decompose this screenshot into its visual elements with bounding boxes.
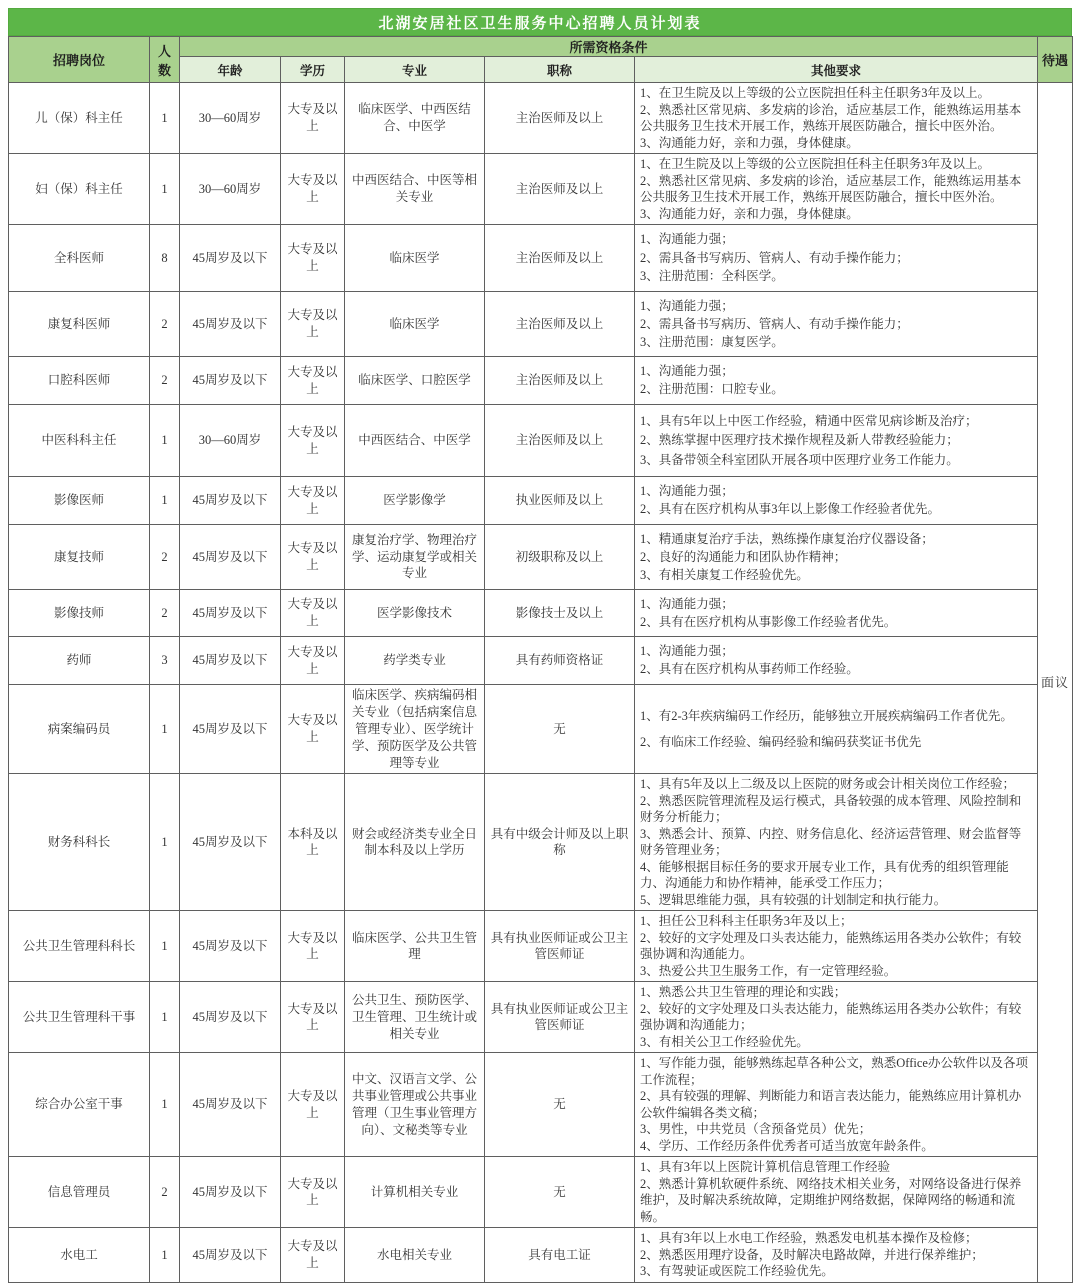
position-cell: 综合办公室干事 xyxy=(9,1053,150,1157)
age-cell: 45周岁及以下 xyxy=(180,685,281,774)
table-row xyxy=(9,405,1073,477)
header-other-requirements: 其他要求 xyxy=(635,57,1038,83)
major-cell: 财会或经济类专业全日制本科及以上学历 xyxy=(345,774,485,911)
education-cell: 大专及以上 xyxy=(281,83,345,154)
major-cell: 中文、汉语言文学、公共事业管理或公共事业管理（卫生事业管理方向）、文秘类等专业 xyxy=(345,1053,485,1157)
professional-title-cell: 执业医师及以上 xyxy=(485,477,635,525)
treatment-cell: 面议 xyxy=(1038,83,1073,1283)
requirements-cell xyxy=(635,1228,1038,1283)
requirement-line: 1、精通康复治疗手法，熟练操作康复治疗仪器设备； xyxy=(640,531,934,546)
education-cell: 大专及以上 xyxy=(281,477,345,525)
age-cell: 45周岁及以下 xyxy=(180,590,281,637)
requirement-line: 2、具有较强的理解、判断能力和语言表达能力，能熟练应用计算机办公软件编辑各类文稿； xyxy=(640,1089,1022,1120)
count-cell: 1 xyxy=(150,83,180,154)
requirement-line: 1、沟通能力强； xyxy=(640,364,734,379)
position-cell: 公共卫生管理科干事 xyxy=(9,982,150,1053)
requirement-line: 1、沟通能力强； xyxy=(640,232,734,247)
position-cell: 影像医师 xyxy=(9,477,150,525)
header-qualification-group: 所需资格条件 xyxy=(180,37,1038,57)
header-row-main xyxy=(9,37,1073,57)
professional-title-cell: 具有电工证 xyxy=(485,1228,635,1283)
table-row xyxy=(9,590,1073,637)
professional-title-cell: 主治医师及以上 xyxy=(485,154,635,225)
requirement-line: 3、注册范围：康复医学。 xyxy=(640,334,784,349)
requirement-line: 1、沟通能力强； xyxy=(640,644,734,659)
count-cell: 8 xyxy=(150,225,180,292)
major-cell: 中西医结合、中医学 xyxy=(345,405,485,477)
requirement-line: 1、沟通能力强； xyxy=(640,596,734,611)
education-cell: 本科及以上 xyxy=(281,774,345,911)
age-cell: 45周岁及以下 xyxy=(180,477,281,525)
count-cell: 1 xyxy=(150,477,180,525)
professional-title-cell: 无 xyxy=(485,1053,635,1157)
education-cell: 大专及以上 xyxy=(281,1157,345,1228)
education-cell: 大专及以上 xyxy=(281,685,345,774)
requirements-cell xyxy=(635,1157,1038,1228)
position-cell: 病案编码员 xyxy=(9,685,150,774)
professional-title-cell: 主治医师及以上 xyxy=(485,225,635,292)
professional-title-cell: 无 xyxy=(485,685,635,774)
education-cell: 大专及以上 xyxy=(281,357,345,405)
major-cell: 医学影像技术 xyxy=(345,590,485,637)
requirements-cell xyxy=(635,292,1038,357)
count-cell: 1 xyxy=(150,405,180,477)
header-count: 人数 xyxy=(150,37,180,83)
requirement-line: 3、有驾驶证或医院工作经验优先。 xyxy=(640,1264,834,1279)
requirement-line: 1、写作能力强，能够熟练起草各种公文，熟悉Office办公软件以及各项工作流程； xyxy=(640,1056,1028,1087)
requirements-cell xyxy=(635,405,1038,477)
requirement-line: 2、具有在医疗机构从事影像工作经验者优先。 xyxy=(640,614,897,629)
count-cell: 2 xyxy=(150,357,180,405)
table-row xyxy=(9,982,1073,1053)
age-cell: 45周岁及以下 xyxy=(180,292,281,357)
requirement-line: 1、沟通能力强； xyxy=(640,484,734,499)
requirement-line: 3、有相关康复工作经验优先。 xyxy=(640,567,809,582)
position-cell: 中医科科主任 xyxy=(9,405,150,477)
table-row xyxy=(9,477,1073,525)
age-cell: 45周岁及以下 xyxy=(180,1053,281,1157)
education-cell: 大专及以上 xyxy=(281,292,345,357)
position-cell: 康复科医师 xyxy=(9,292,150,357)
requirements-cell xyxy=(635,685,1038,774)
major-cell: 药学类专业 xyxy=(345,637,485,685)
count-cell: 1 xyxy=(150,685,180,774)
professional-title-cell: 主治医师及以上 xyxy=(485,292,635,357)
requirement-line: 1、具有3年以上医院计算机信息管理工作经验 xyxy=(640,1160,891,1175)
major-cell: 康复治疗学、物理治疗学、运动康复学或相关专业 xyxy=(345,525,485,590)
professional-title-cell: 影像技士及以上 xyxy=(485,590,635,637)
requirement-line: 1、具有3年以上水电工作经验，熟悉发电机基本操作及检修； xyxy=(640,1231,978,1246)
table-row xyxy=(9,357,1073,405)
header-professional-title: 职称 xyxy=(485,57,635,83)
position-cell: 药师 xyxy=(9,637,150,685)
requirement-line: 2、熟悉计算机软硬件系统、网络技术相关业务，对网络设备进行保养维护，及时解决系统故障，定期维护网络数据，保障网络的畅通和流畅。 xyxy=(640,1176,1022,1224)
requirement-line: 3、沟通能力好，亲和力强，身体健康。 xyxy=(640,206,859,221)
header-major: 专业 xyxy=(345,57,485,83)
major-cell: 中西医结合、中医等相关专业 xyxy=(345,154,485,225)
requirements-cell xyxy=(635,477,1038,525)
requirement-line: 1、担任公卫科科主任职务3年及以上； xyxy=(640,914,853,929)
education-cell: 大专及以上 xyxy=(281,590,345,637)
age-cell: 45周岁及以下 xyxy=(180,637,281,685)
table-row xyxy=(9,774,1073,911)
requirement-line: 2、熟悉社区常见病、多发病的诊治，适应基层工作，能熟练运用基本公共服务卫生技术开展工作，熟练开展医防融合，擅长中医外治。 xyxy=(640,102,1022,133)
age-cell: 45周岁及以下 xyxy=(180,525,281,590)
education-cell: 大专及以上 xyxy=(281,405,345,477)
position-cell: 口腔科医师 xyxy=(9,357,150,405)
professional-title-cell: 主治医师及以上 xyxy=(485,405,635,477)
age-cell: 45周岁及以下 xyxy=(180,357,281,405)
table-row xyxy=(9,1228,1073,1283)
requirement-line: 3、注册范围：全科医学。 xyxy=(640,269,784,284)
age-cell: 45周岁及以下 xyxy=(180,1228,281,1283)
count-cell: 2 xyxy=(150,292,180,357)
count-cell: 2 xyxy=(150,525,180,590)
table-row xyxy=(9,154,1073,225)
requirements-cell xyxy=(635,154,1038,225)
age-cell: 45周岁及以下 xyxy=(180,982,281,1053)
major-cell: 临床医学、中西医结合、中医学 xyxy=(345,83,485,154)
age-cell: 45周岁及以下 xyxy=(180,774,281,911)
major-cell: 医学影像学 xyxy=(345,477,485,525)
position-cell: 水电工 xyxy=(9,1228,150,1283)
requirements-cell xyxy=(635,1053,1038,1157)
education-cell: 大专及以上 xyxy=(281,154,345,225)
requirements-cell xyxy=(635,774,1038,911)
major-cell: 公共卫生、预防医学、卫生管理、卫生统计或相关专业 xyxy=(345,982,485,1053)
requirement-line: 2、需具备书写病历、管病人、有动手操作能力； xyxy=(640,250,909,265)
requirement-line: 3、具备带领全科室团队开展各项中医理疗业务工作能力。 xyxy=(640,452,959,467)
position-cell: 财务科科长 xyxy=(9,774,150,911)
requirements-cell xyxy=(635,225,1038,292)
position-cell: 妇（保）科主任 xyxy=(9,154,150,225)
requirement-line: 3、熟悉会计、预算、内控、财务信息化、经济运营管理、财会监督等财务管理业务； xyxy=(640,826,1022,858)
requirement-line: 4、能够根据目标任务的要求开展专业工作，具有优秀的组织管理能力、沟通能力和协作精神，能承受工作压力； xyxy=(640,859,1009,891)
age-cell: 30—60周岁 xyxy=(180,83,281,154)
requirements-cell xyxy=(635,357,1038,405)
count-cell: 1 xyxy=(150,911,180,982)
requirement-line: 2、熟练掌握中医理疗技术操作规程及新人带教经验能力； xyxy=(640,433,959,448)
count-cell: 1 xyxy=(150,1228,180,1283)
requirement-line: 2、需具备书写病历、管病人、有动手操作能力； xyxy=(640,316,909,331)
professional-title-cell: 初级职称及以上 xyxy=(485,525,635,590)
age-cell: 45周岁及以下 xyxy=(180,911,281,982)
education-cell: 大专及以上 xyxy=(281,525,345,590)
professional-title-cell: 具有中级会计师及以上职称 xyxy=(485,774,635,911)
requirements-cell xyxy=(635,83,1038,154)
requirement-line: 2、较好的文字处理及口头表达能力，能熟练运用各类办公软件；有较强协调和沟通能力。 xyxy=(640,930,1022,962)
header-treatment: 待遇 xyxy=(1038,37,1073,83)
position-cell: 公共卫生管理科科长 xyxy=(9,911,150,982)
requirement-line: 3、有相关公卫工作经验优先。 xyxy=(640,1034,809,1049)
count-cell: 2 xyxy=(150,1157,180,1228)
position-cell: 全科医师 xyxy=(9,225,150,292)
requirement-line: 2、熟悉医用理疗设备，及时解决电路故障，并进行保养维护； xyxy=(640,1247,984,1262)
professional-title-cell: 主治医师及以上 xyxy=(485,357,635,405)
education-cell: 大专及以上 xyxy=(281,1228,345,1283)
education-cell: 大专及以上 xyxy=(281,225,345,292)
major-cell: 临床医学、公共卫生管理 xyxy=(345,911,485,982)
header-age: 年龄 xyxy=(180,57,281,83)
count-cell: 1 xyxy=(150,154,180,225)
requirements-cell xyxy=(635,982,1038,1053)
table-row xyxy=(9,637,1073,685)
education-cell: 大专及以上 xyxy=(281,982,345,1053)
requirement-line: 2、较好的文字处理及口头表达能力，能熟练运用各类办公软件；有较强协调和沟通能力； xyxy=(640,1001,1022,1033)
table-row xyxy=(9,83,1073,154)
requirement-line: 1、有2-3年疾病编码工作经历，能够独立开展疾病编码工作者优先。 xyxy=(640,709,1013,724)
requirement-line: 1、具有5年以上中医工作经验，精通中医常见病诊断及治疗； xyxy=(640,413,978,428)
requirement-line: 2、具有在医疗机构从事3年以上影像工作经验者优先。 xyxy=(640,502,941,517)
major-cell: 计算机相关专业 xyxy=(345,1157,485,1228)
education-cell: 大专及以上 xyxy=(281,911,345,982)
header-position: 招聘岗位 xyxy=(9,37,150,83)
requirement-line: 5、逻辑思维能力强，具有较强的计划制定和执行能力。 xyxy=(640,892,947,907)
table-row xyxy=(9,1157,1073,1228)
table-body xyxy=(9,83,1073,1283)
table-row xyxy=(9,225,1073,292)
age-cell: 45周岁及以下 xyxy=(180,225,281,292)
table-row xyxy=(9,525,1073,590)
requirement-line: 2、良好的沟通能力和团队协作精神； xyxy=(640,549,847,564)
requirements-cell xyxy=(635,590,1038,637)
requirement-line: 1、熟悉公共卫生管理的理论和实践； xyxy=(640,985,847,1000)
table-row xyxy=(9,911,1073,982)
professional-title-cell: 具有执业医师证或公卫主管医师证 xyxy=(485,982,635,1053)
major-cell: 临床医学、口腔医学 xyxy=(345,357,485,405)
table-row xyxy=(9,1053,1073,1157)
count-cell: 1 xyxy=(150,982,180,1053)
requirement-line: 2、具有在医疗机构从事药师工作经验。 xyxy=(640,662,859,677)
requirement-line: 2、有临床工作经验、编码经验和编码获奖证书优先 xyxy=(640,734,922,749)
requirement-line: 1、在卫生院及以上等级的公立医院担任科主任职务3年及以上。 xyxy=(640,86,991,100)
position-cell: 儿（保）科主任 xyxy=(9,83,150,154)
requirement-line: 3、男性，中共党员（含预备党员）优先； xyxy=(640,1122,872,1137)
table-row xyxy=(9,685,1073,774)
page-title: 北湖安居社区卫生服务中心招聘人员计划表 xyxy=(8,8,1072,36)
requirement-line: 2、注册范围：口腔专业。 xyxy=(640,382,784,397)
header-education: 学历 xyxy=(281,57,345,83)
requirement-line: 4、学历、工作经历条件优秀者可适当放宽年龄条件。 xyxy=(640,1138,934,1153)
requirement-line: 2、熟悉社区常见病、多发病的诊治，适应基层工作，能熟练运用基本公共服务卫生技术开展工作，熟练开展医防融合，擅长中医外治。 xyxy=(640,173,1022,204)
requirement-line: 1、具有5年及以上二级及以上医院的财务或会计相关岗位工作经验； xyxy=(640,777,1016,792)
professional-title-cell: 具有药师资格证 xyxy=(485,637,635,685)
age-cell: 30—60周岁 xyxy=(180,405,281,477)
age-cell: 45周岁及以下 xyxy=(180,1157,281,1228)
recruitment-plan-table xyxy=(8,36,1073,1283)
count-cell: 2 xyxy=(150,590,180,637)
major-cell: 临床医学、疾病编码相关专业（包括病案信息管理专业）、医学统计学、预防医学及公共管理等专业 xyxy=(345,685,485,774)
requirements-cell xyxy=(635,637,1038,685)
requirements-cell xyxy=(635,911,1038,982)
position-cell: 影像技师 xyxy=(9,590,150,637)
major-cell: 临床医学 xyxy=(345,225,485,292)
requirement-line: 3、热爱公共卫生服务工作，有一定管理经验。 xyxy=(640,963,897,978)
professional-title-cell: 具有执业医师证或公卫主管医师证 xyxy=(485,911,635,982)
requirement-line: 3、沟通能力好，亲和力强，身体健康。 xyxy=(640,135,859,150)
requirements-cell xyxy=(635,525,1038,590)
professional-title-cell: 无 xyxy=(485,1157,635,1228)
age-cell: 30—60周岁 xyxy=(180,154,281,225)
requirement-line: 2、熟悉医院管理流程及运行模式，具备较强的成本管理、风险控制和财务分析能力； xyxy=(640,793,1022,825)
count-cell: 3 xyxy=(150,637,180,685)
table-row xyxy=(9,292,1073,357)
count-cell: 1 xyxy=(150,774,180,911)
professional-title-cell: 主治医师及以上 xyxy=(485,83,635,154)
count-cell: 1 xyxy=(150,1053,180,1157)
requirement-line: 1、沟通能力强； xyxy=(640,298,734,313)
requirement-line: 1、在卫生院及以上等级的公立医院担任科主任职务3年及以上。 xyxy=(640,157,991,171)
major-cell: 临床医学 xyxy=(345,292,485,357)
major-cell: 水电相关专业 xyxy=(345,1228,485,1283)
education-cell: 大专及以上 xyxy=(281,1053,345,1157)
education-cell: 大专及以上 xyxy=(281,637,345,685)
position-cell: 信息管理员 xyxy=(9,1157,150,1228)
position-cell: 康复技师 xyxy=(9,525,150,590)
